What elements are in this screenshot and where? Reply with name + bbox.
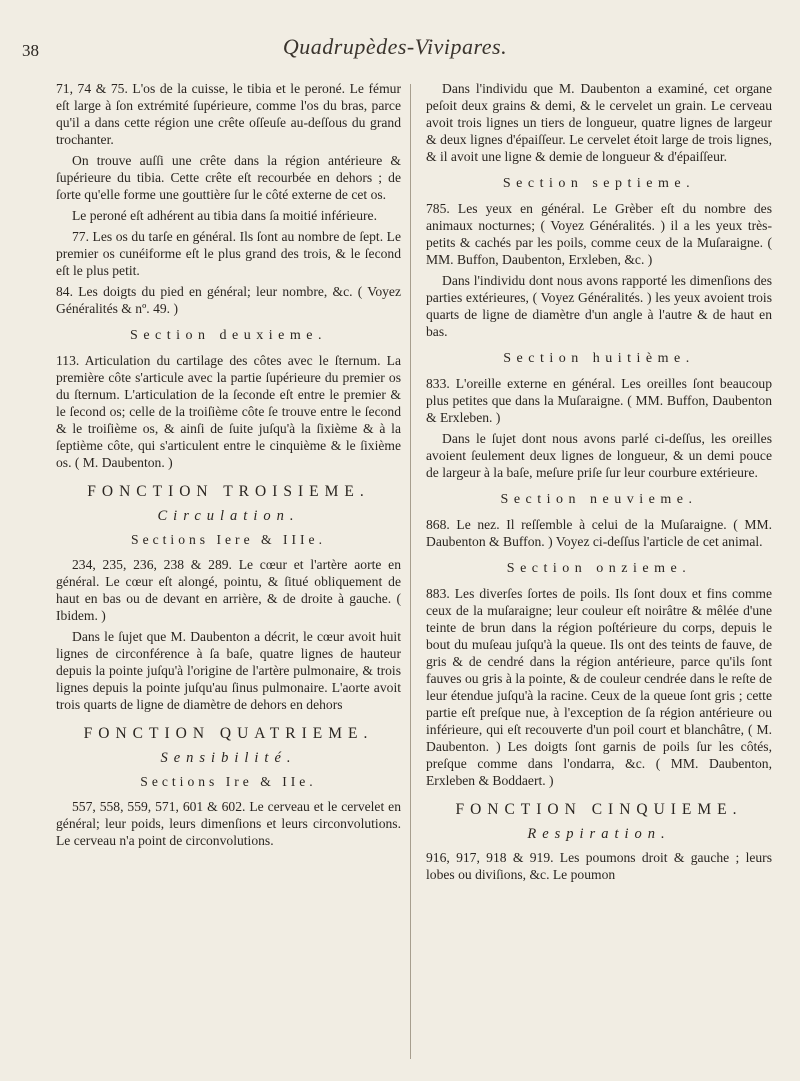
paragraph-coeur-dimensions: Dans le ſujet que M. Daubenton a décrit, le cœur avoit huit lignes de circonférence à ſa baſe, quatre lignes de hauteur depuis la pointe juſqu'à l'origine de l'artère pulmonaire, & trois lignes depuis la pointe juſqu'au ſinus pulmonaire. L'aorte avoit trois quarts de ligne de diamètre de dehors en dehors	[56, 629, 401, 712]
paragraph-yeux: 785. Les yeux en général. Le Grèber eſt du nombre des animaux nocturnes; ( Voyez Généralités. ) il a les yeux très-petits & cachés par les poils, comme ceux de la Muſaraigne. ( MM. Buffon, Daubenton, Erxleben, &c. )	[426, 201, 772, 267]
heading-fonction-cinquieme: FONCTION CINQUIEME.	[455, 801, 743, 818]
paragraph-oreille-dimensions: Dans le ſujet dont nous avons parlé ci-deſſus, les oreilles avoient ſeulement deux lignes de longueur, & un demi pouce de largeur à la baſe, meſure priſe ſur leur courbure extérieure.	[426, 431, 772, 480]
paragraph-nez: 868. Le nez. Il reſſemble à celui de la Muſaraigne. ( MM. Daubenton & Buffon. ) Voyez ci-deſſus l'article de cet animal.	[426, 517, 772, 549]
paragraph-yeux-dimensions: Dans l'individu dont nous avons rapporté les dimenſions des parties extérieures, ( Voyez Généralités. ) les yeux avoient trois quarts de ligne de diamètre d'un angle à l'autre & de haut en bas.	[426, 273, 772, 339]
paragraph-poumons: 916, 917, 918 & 919. Les poumons droit & gauche ; leurs lobes ou diviſions, &c. Le poumon	[426, 850, 772, 882]
subheading-respiration: Respiration.	[527, 826, 671, 842]
subheading-sensibilite: Sensibilité.	[160, 750, 297, 766]
paragraph-articulation: 113. Articulation du cartilage des côtes avec le ſternum. La première côte s'articule avec la partie ſupérieure du premier os du ſternum. L'articulation de la ſeconde eſt entre le premier & le ſecond os; celle de la troiſième côte ſe trouve entre le ſecond & le troiſième os, & ainſi de ſuite juſqu'à la ſixième & à la ſeptième côte, qui s'articulent entre le cinquième & le ſixième os. ( M. Daubenton. )	[56, 353, 401, 470]
section-heading-huitieme: Section huitième.	[503, 351, 695, 366]
section-heading-onzieme: Section onzieme.	[506, 561, 692, 576]
sections-label-b: Sections Ire & IIe.	[140, 774, 317, 789]
section-heading-deuxieme: Section deuxieme.	[130, 328, 327, 343]
paragraph-tibia-crest: On trouve auſſi une crête dans la région antérieure & ſupérieure du tibia. Cette crête eſt recourbée en dehors ; de ſorte qu'elle forme une gouttière ſur le côté externe de cet os.	[56, 153, 401, 202]
paragraph-coeur: 234, 235, 236, 238 & 289. Le cœur et l'artère aorte en général. Le cœur eſt alongé, pointu, & ſitué obliquement de haut en bas ou de devant en arrière, & de droite à gauche. ( Ibidem. )	[56, 557, 401, 623]
left-column	[56, 80, 401, 853]
paragraph-cerveau: 557, 558, 559, 571, 601 & 602. Le cerveau et le cervelet en général; leur poids, leurs dimenſions et leurs circonvolutions. Le cerveau n'a point de circonvolutions.	[56, 799, 401, 848]
column-divider	[410, 84, 411, 1059]
sections-label-a: Sections Iere & IIIe.	[131, 532, 326, 547]
heading-fonction-quatrieme: FONCTION QUATRIEME.	[83, 725, 374, 742]
paragraph-perone: Le peroné eſt adhérent au tibia dans ſa moitié inférieure.	[72, 208, 377, 223]
section-heading-neuvieme: Section neuvieme.	[500, 492, 698, 507]
right-column	[426, 80, 772, 887]
running-title: Quadrupèdes-Vivipares.	[282, 34, 508, 59]
paragraph-doigts: 84. Les doigts du pied en général; leur nombre, &c. ( Voyez Généralités & nº. 49. )	[56, 284, 401, 316]
subheading-circulation: Circulation.	[157, 508, 300, 524]
paragraph-femur: 71, 74 & 75. L'os de la cuisse, le tibia et le peroné. Le fémur eſt large à ſon extrémité ſupérieure, comme l'os du bras, parce qu'il a dans cette région une crête oſſeuſe au-deſſous du grand trochanter.	[56, 81, 401, 147]
paragraph-tarse: 77. Les os du tarſe en général. Ils ſont au nombre de ſept. Le premier os cunéiforme eſt le plus grand des trois, & le ſecond eſt le plus petit.	[56, 229, 401, 278]
paragraph-cerveau-poids: Dans l'individu que M. Daubenton a examiné, cet organe peſoit deux grains & demi, & le cervelet un grain. Le cerveau avoit trois lignes un tiers de longueur, quatre lignes de largeur & deux lignes d'épaiſſeur. Le cervelet étoit large de trois lignes, & il avoit une ligne & demie de longueur & d'épaiſſeur.	[426, 81, 772, 164]
paragraph-poils: 883. Les diverſes ſortes de poils. Ils ſont doux et fins comme ceux de la muſaraigne; leur couleur eſt noirâtre & mêlée d'une teinte de brun dans la région poſtérieure du corps, depuis le bout du muſeau juſqu'à la queue. Ils ont des teints de fauve, de gris & de cendré dans la région antérieure, parce qu'ils ſont fauves ou gris à la pointe, & de couleur cendrée dans le reſte de leur étendue juſqu'à la racine. Ceux de la queue ſont gris ; cette partie eſt preſque nue, à l'exception de ſa région antérieure ou inférieure, qui eſt recouverte d'un poil court et blanchâtre, ( M. Daubenton. ) Les doigts ſont garnis de poils ſur les côtés, preſque comme dans l'ondarra, &c. ( MM. Daubenton, Erxleben & Boddaert. )	[426, 586, 772, 788]
section-heading-septieme: Section septieme.	[502, 176, 696, 191]
page-number: 38	[22, 41, 39, 60]
paragraph-oreille: 833. L'oreille externe en général. Les oreilles ſont beaucoup plus petites que dans la Muſaraigne. ( MM. Buffon, Daubenton & Erxleben. )	[426, 376, 772, 425]
heading-fonction-troisieme: FONCTION TROISIEME.	[87, 483, 370, 500]
